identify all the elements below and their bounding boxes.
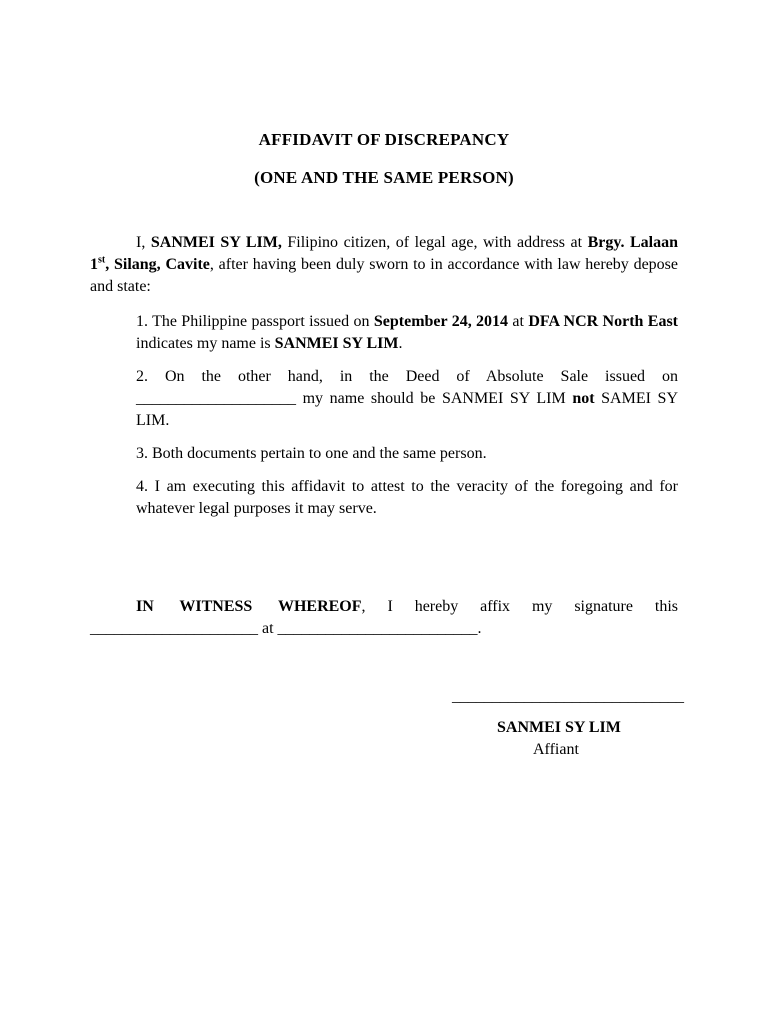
address-1: Brgy. Lalaan 1 <box>90 234 679 273</box>
signature-line: _____________________________ <box>452 688 684 705</box>
witness-text: , I hereby affix my signature this <box>361 598 679 615</box>
intro-text-2: Filipino citizen, of legal age, with address at <box>281 234 588 251</box>
statement-1-text-c: indicates my name is <box>136 335 275 352</box>
document-subtitle: (ONE AND THE SAME PERSON) <box>254 168 514 187</box>
statement-4: 4. I am executing this affidavit to attest to the veracity of the foregoing and for whatever legal purposes it may serve. <box>136 478 678 517</box>
signatory-role: Affiant <box>533 741 579 758</box>
witness-line-1 <box>90 596 678 618</box>
passport-office: DFA NCR North East <box>528 313 679 330</box>
statement-1 <box>136 311 678 355</box>
statement-2-text-a: 2. On the other hand, in the Deed of Absolute Sale issued on ____________________ my name should be SANMEI SY LIM <box>136 368 678 407</box>
intro-text-3: , after having been duly sworn to in accordance with law hereby depose and state: <box>90 256 678 295</box>
witness-bold: IN WITNESS WHEREOF <box>136 598 362 615</box>
intro-paragraph <box>90 232 678 298</box>
statement-1-text-d: . <box>398 335 403 352</box>
passport-name: SANMEI SY LIM <box>274 335 399 352</box>
witness-clause <box>90 596 678 640</box>
intro-text-1: I, <box>136 234 151 251</box>
passport-date: September 24, 2014 <box>373 313 509 330</box>
affiant-name: SANMEI SY LIM, <box>150 234 282 251</box>
address-2: , Silang, Cavite <box>105 256 210 273</box>
statement-2-not: not <box>572 390 595 407</box>
statement-1-text-b: at <box>508 313 529 330</box>
document-title: AFFIDAVIT OF DISCREPANCY <box>258 130 510 149</box>
statement-2 <box>136 366 678 432</box>
signatory-name: SANMEI SY LIM <box>497 719 621 736</box>
statement-1-text-a: 1. The Philippine passport issued on <box>136 313 374 330</box>
witness-line-2: _____________________ at _________________________. <box>90 620 482 637</box>
statement-3: 3. Both documents pertain to one and the same person. <box>136 445 487 462</box>
statement-2-text-b: SAMEI SY LIM. <box>136 390 679 429</box>
address-superscript: st <box>98 254 106 266</box>
